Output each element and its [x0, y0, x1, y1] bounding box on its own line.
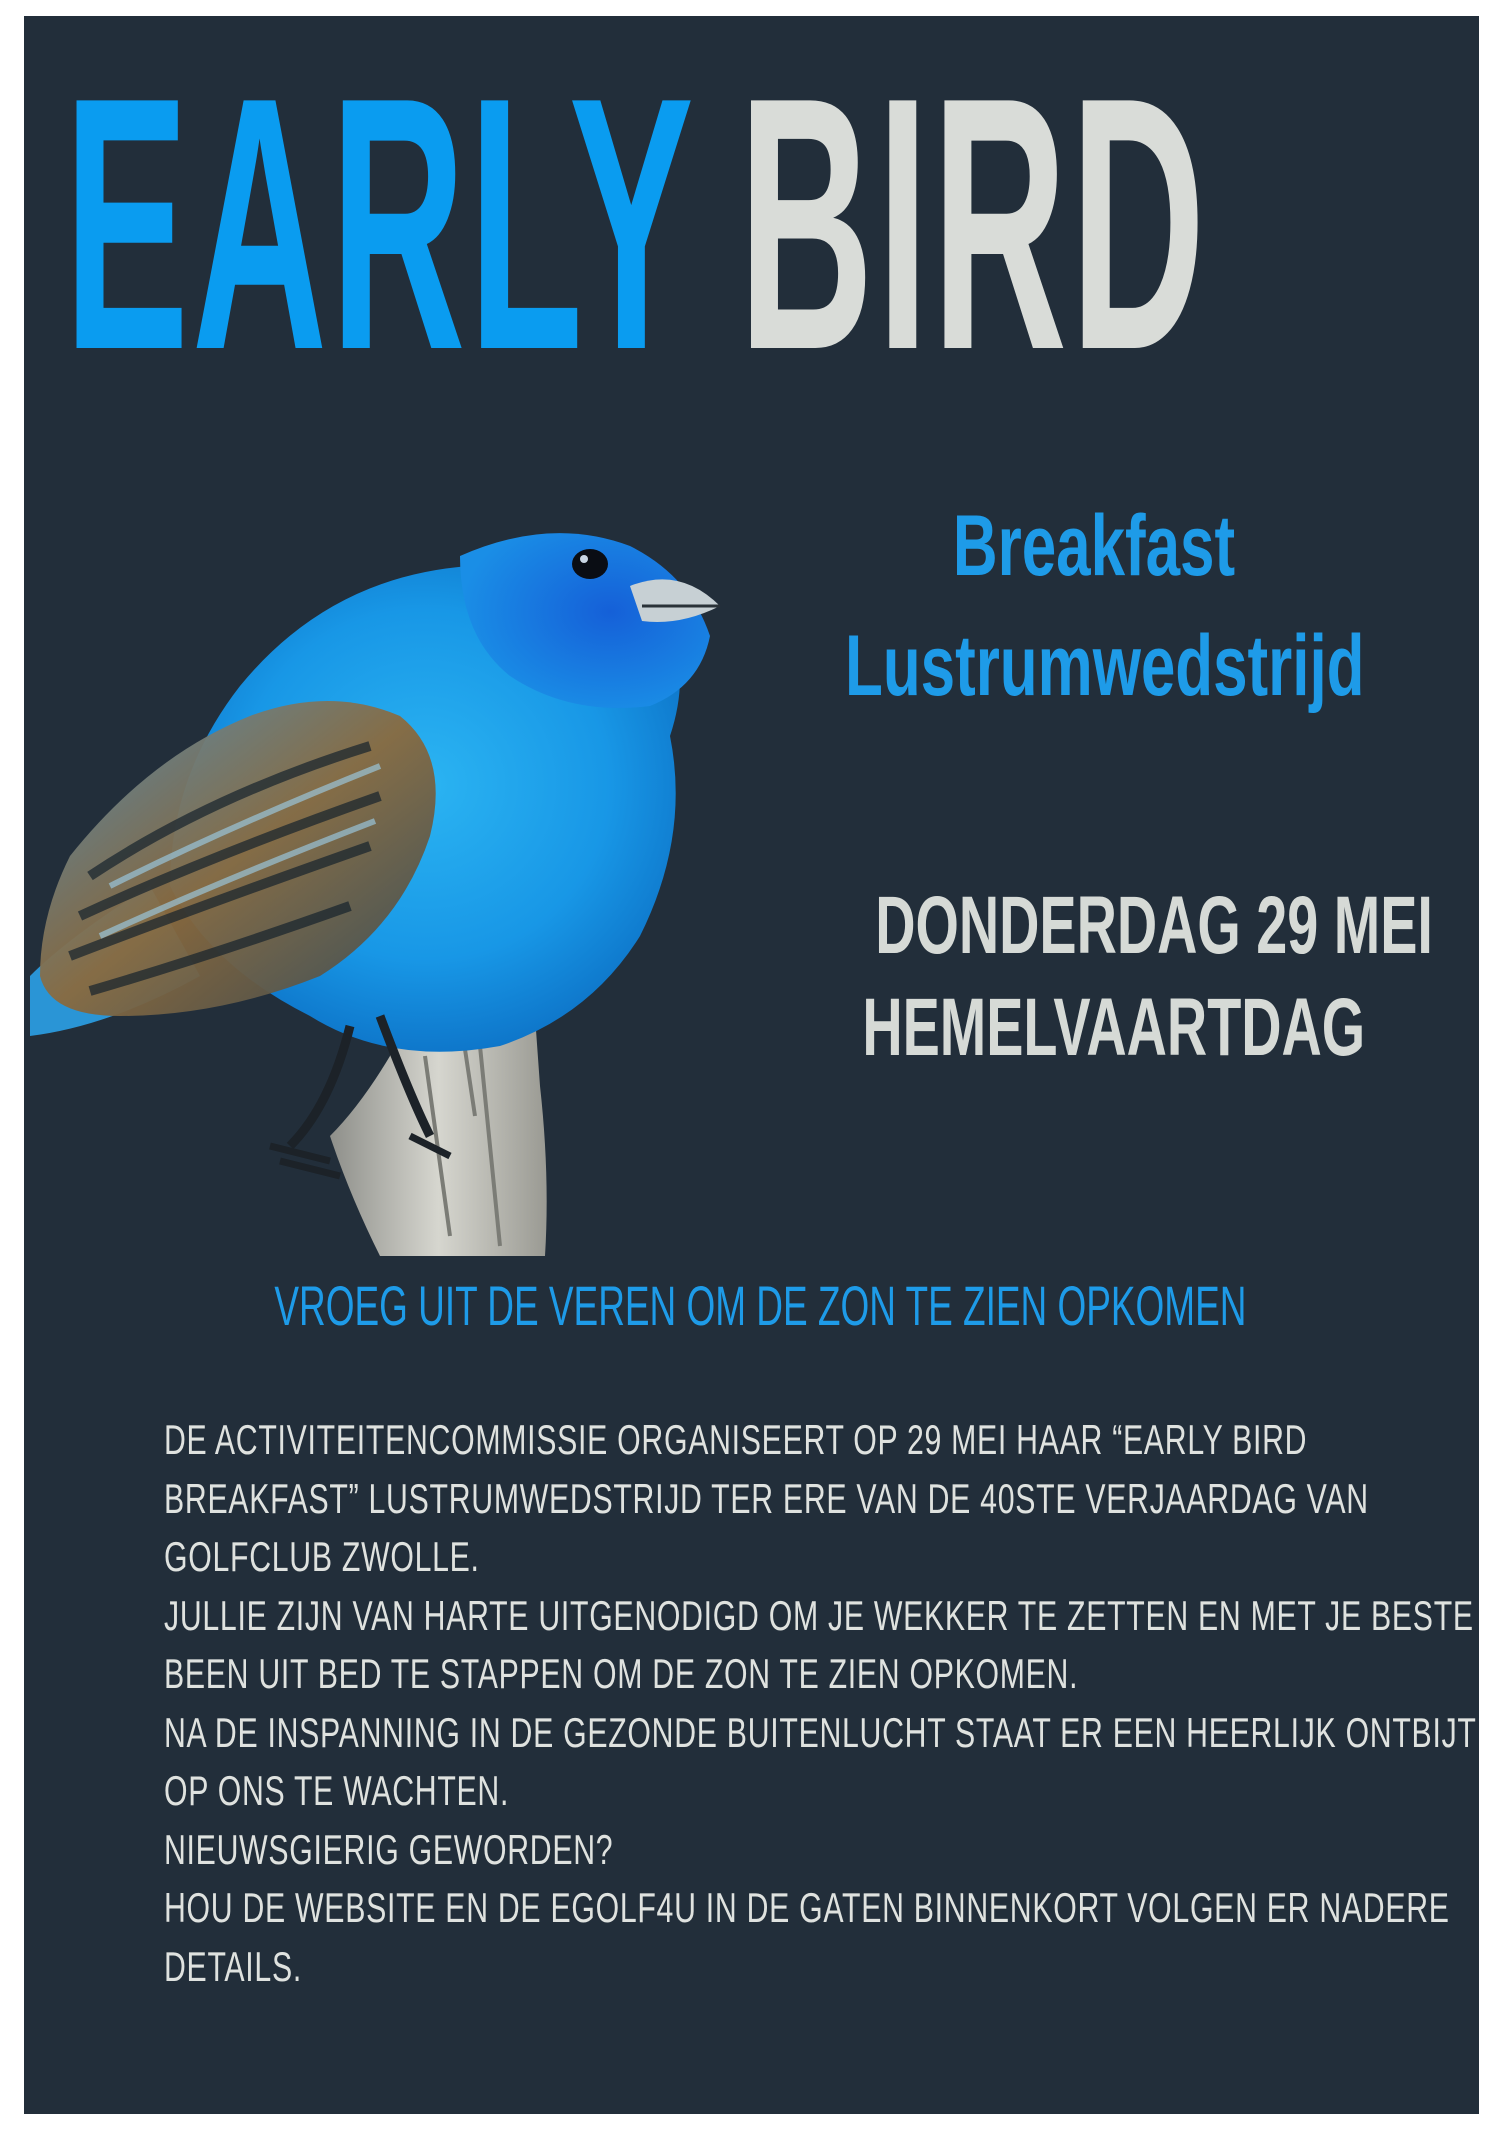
- event-line-2: Lustrumwedstrijd: [845, 618, 1365, 714]
- body-line: DE ACTIVITEITENCOMMISSIE ORGANISEERT OP 29 MEI HAAR “EARLY BIRD: [164, 1416, 1308, 1463]
- body-text: [164, 1411, 1477, 1996]
- page-title: [64, 23, 1209, 425]
- body-line: JULLIE ZIJN VAN HARTE UITGENODIGD OM JE WEKKER TE ZETTEN EN MET JE BESTE: [164, 1591, 1474, 1639]
- body-line: NA DE INSPANNING IN DE GEZONDE BUITENLUCHT STAAT ER EEN HEERLIJK ONTBIJT: [164, 1708, 1477, 1756]
- poster: [24, 16, 1479, 2114]
- body-line: GOLFCLUB ZWOLLE.: [164, 1533, 480, 1580]
- body-line: BEEN UIT BED TE STAPPEN OM DE ZON TE ZIEN OPKOMEN.: [164, 1650, 1079, 1697]
- body-line: HOU DE WEBSITE EN DE EGOLF4U IN DE GATEN BINNENKORT VOLGEN ER NADERE: [164, 1884, 1450, 1931]
- event-line-1: Breakfast: [952, 498, 1236, 594]
- date-line-2: HEMELVAARTDAG: [862, 982, 1366, 1073]
- body-line: NIEUWSGIERIG GEWORDEN?: [164, 1825, 614, 1873]
- body-line: OP ONS TE WACHTEN.: [164, 1767, 510, 1814]
- title-early: EARLY: [64, 23, 697, 425]
- bluebird-illustration: [30, 416, 750, 1256]
- title-bird: BIRD: [738, 23, 1209, 425]
- body-line: DETAILS.: [164, 1942, 302, 1990]
- date-line-1: DONDERDAG 29 MEI: [875, 880, 1433, 971]
- tagline: VROEG UIT DE VEREN OM DE ZON TE ZIEN OPKOMEN: [274, 1274, 1247, 1337]
- body-line: BREAKFAST” LUSTRUMWEDSTRIJD TER ERE VAN DE 40STE VERJAARDAG VAN: [164, 1474, 1369, 1522]
